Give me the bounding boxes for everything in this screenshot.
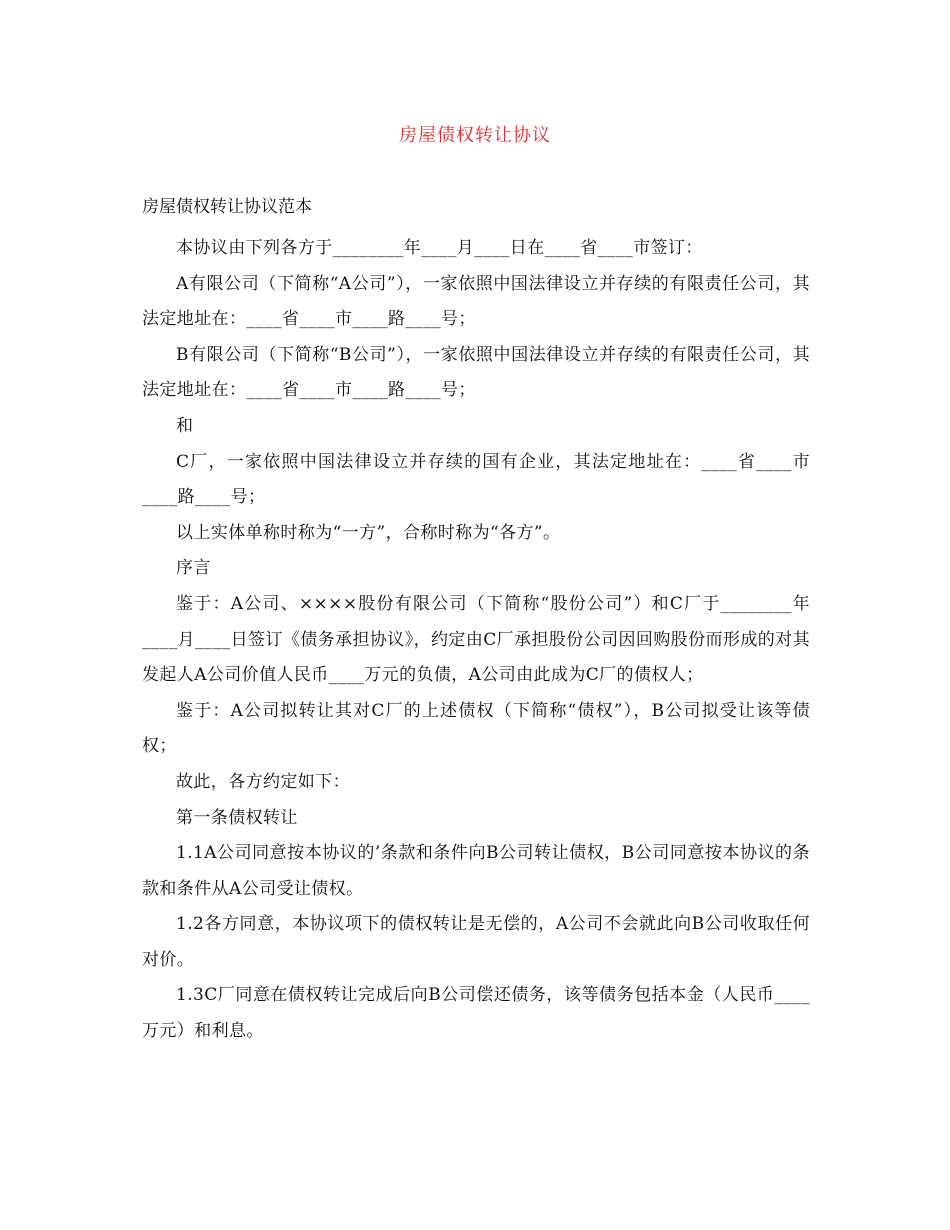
paragraph-definitions: 以上实体单称时称为“一方”，合称时称为“各方”。 — [176, 522, 561, 543]
document-subtitle: 房屋债权转让协议范本 — [142, 197, 312, 217]
paragraph-party-c: C厂，一家依照中国法律设立并存续的国有企业，其法定地址在：____省____市____路____号； — [142, 451, 810, 508]
paragraph-whereas-2: 鉴于：A公司拟转让其对C厂的上述债权（下简称“债权”），B公司拟受让该等债权； — [142, 700, 810, 757]
paragraph-party-a: A有限公司（下简称“A公司”），一家依照中国法律设立并存续的有限责任公司，其法定地址在：____省____市____路____号； — [142, 273, 810, 330]
clause-1-3: 1.3C厂同意在债权转让完成后向B公司偿还债务，该等债务包括本金（人民币____万元）和利息。 — [142, 985, 810, 1042]
paragraph-signing: 本协议由下列各方于________年____月____日在____省____市签订： — [176, 238, 703, 258]
paragraph-preamble-heading: 序言 — [176, 558, 211, 579]
paragraph-agreement-intro: 故此，各方约定如下： — [176, 771, 350, 792]
paragraph-and: 和 — [176, 415, 194, 436]
paragraph-whereas-1: 鉴于：A公司、××××股份有限公司（下简称“股份公司”）和C厂于________年____月____日签订《债务承担协议》，约定由C厂承担股份公司因回购股份而形成的对其发起人A公司价值人民币____万元的负债，A公司由此成为C厂的债权人； — [142, 593, 810, 686]
clause-1-2: 1.2各方同意，本协议项下的债权转让是无偿的，A公司不会就此向B公司收取任何对价。 — [142, 914, 810, 970]
paragraph-party-b: B有限公司（下简称“B公司”），一家依照中国法律设立并存续的有限责任公司，其法定地址在：____省____市____路____号； — [142, 344, 810, 401]
document-title: 房屋债权转让协议 — [399, 125, 551, 146]
document-body — [142, 196, 810, 1050]
clause-1-1: 1.1A公司同意按本协议的’条款和条件向B公司转让债权，B公司同意按本协议的条款和条件从A公司受让债权。 — [142, 843, 810, 899]
article-1-heading: 第一条债权转让 — [176, 807, 298, 828]
